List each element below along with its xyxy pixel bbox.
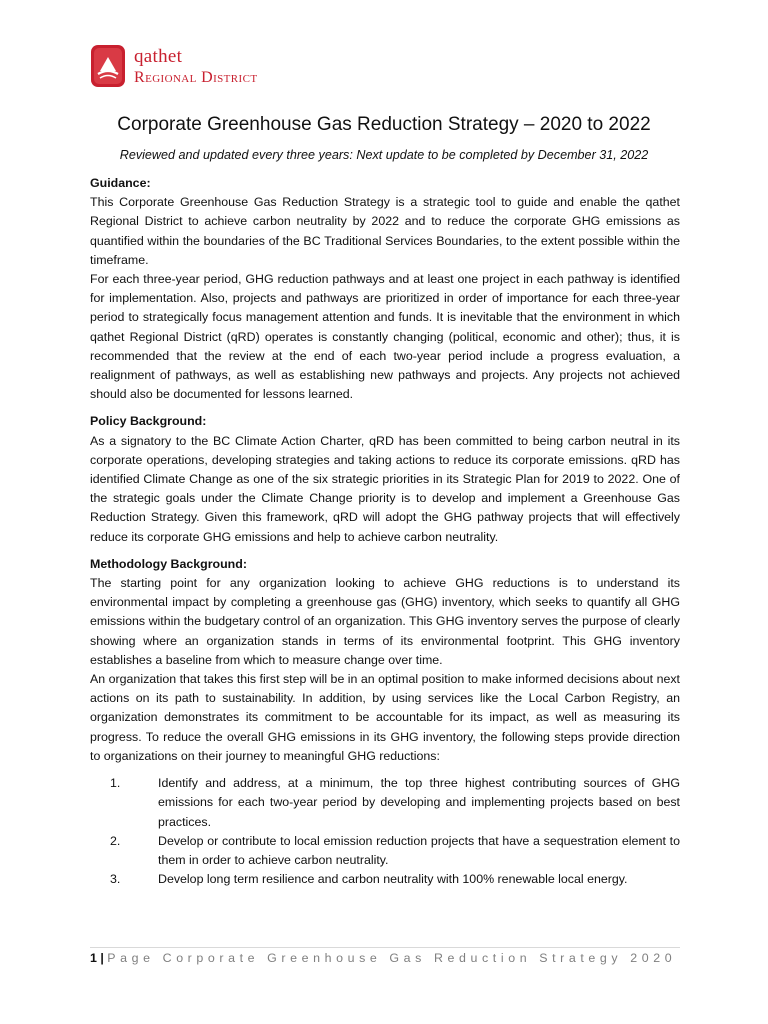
methodology-paragraph-1: The starting point for any organization looking to achieve GHG reductions is to understand its environmental impact by completing a greenhouse gas (GHG) inventory, which seeks to quantify all GHG emissions within the budgetary control of an organization. This GHG inventory serves the purpose of clearly showing where an organization stands in terms of its environmental footprint. This GHG inventory establishes a baseline from which to measure change over time. [90, 576, 680, 667]
list-item [90, 774, 680, 832]
page-footer [90, 951, 676, 965]
policy-heading: Policy Background: [90, 414, 207, 429]
steps-list [90, 774, 680, 889]
footer-separator: | [96, 951, 108, 965]
footer-divider [90, 947, 680, 948]
list-item [90, 832, 680, 870]
policy-paragraph-1: As a signatory to the BC Climate Action Charter, qRD has been committed to being carbon neutral in its corporate operations, developing strategies and taking actions to reduce its corporate emissions. qRD has identified Climate Change as one of the six strategic priorities in its Strategic Plan for 2019 to 2022. One of the strategic goals under the Climate Change priority is to develop and implement a Greenhouse Gas Reduction Strategy. Given this framework, qRD will adopt the GHG pathway projects that will effectively reduce its corporate GHG emissions and help to achieve carbon neutrality. [90, 433, 680, 544]
list-item-text: Develop or contribute to local emission reduction projects that have a sequestration element to them in order to achieve carbon neutrality. [158, 833, 680, 867]
qathet-logo [90, 44, 257, 88]
footer-text: Page Corporate Greenhouse Gas Reduction Strategy 2020 [107, 951, 677, 965]
logo-subname: Regional District [134, 68, 258, 86]
methodology-paragraph-2: An organization that takes this first step will be in an optimal position to make informed decisions about next actions on its path to sustainability. In addition, by using services like the Local Carbon Registry, an organization demonstrates its commitment to be accountable for its impact, as well as measuring its progress. To reduce the overall GHG emissions in its GHG inventory, the following steps provide direction to organizations on their journey to meaningful GHG reductions: [90, 672, 680, 763]
page-number: 1 [90, 951, 97, 965]
logo-name: qathet [134, 45, 183, 67]
list-item [90, 870, 680, 889]
guidance-paragraph-2: For each three-year period, GHG reduction pathways and at least one project in each pathway is identified for implementation. Also, projects and pathways are prioritized in order of importance for each three-year period to strategically focus management attention and funds. It is inevitable that the environment in which qathet Regional District (qRD) operates is constantly changing (political, economic and other); thus, it is recommended that the review at the end of each two-year period include a progress evaluation, a realignment of pathways, as well as establishing new pathways and projects. Any projects not achieved should also be documented for lessons learned. [90, 272, 680, 402]
list-item-number: 1. [110, 776, 121, 791]
list-item-number: 2. [110, 833, 121, 848]
list-item-text: Identify and address, at a minimum, the top three highest contributing sources of GHG emissions for each two-year period by developing and implementing projects based on best practices. [158, 776, 680, 829]
document-subtitle: Reviewed and updated every three years: Next update to be completed by December 31, 2022 [119, 148, 649, 162]
document-body [90, 174, 680, 889]
guidance-paragraph-1: This Corporate Greenhouse Gas Reduction Strategy is a strategic tool to guide and enable the qathet Regional District to achieve carbon neutrality by 2022 and to reduce the corporate GHG emissions as quantified within the boundaries of the BC Traditional Services Boundaries, to the extent possible within the timeframe. [90, 195, 680, 267]
list-item-text: Develop long term resilience and carbon neutrality with 100% renewable local energy. [158, 872, 628, 887]
guidance-heading: Guidance: [90, 176, 151, 190]
qathet-logo-icon [90, 44, 126, 88]
list-item-number: 3. [110, 872, 121, 887]
document-title: Corporate Greenhouse Gas Reduction Strategy – 2020 to 2022 [117, 114, 651, 135]
methodology-heading: Methodology Background: [90, 556, 247, 571]
